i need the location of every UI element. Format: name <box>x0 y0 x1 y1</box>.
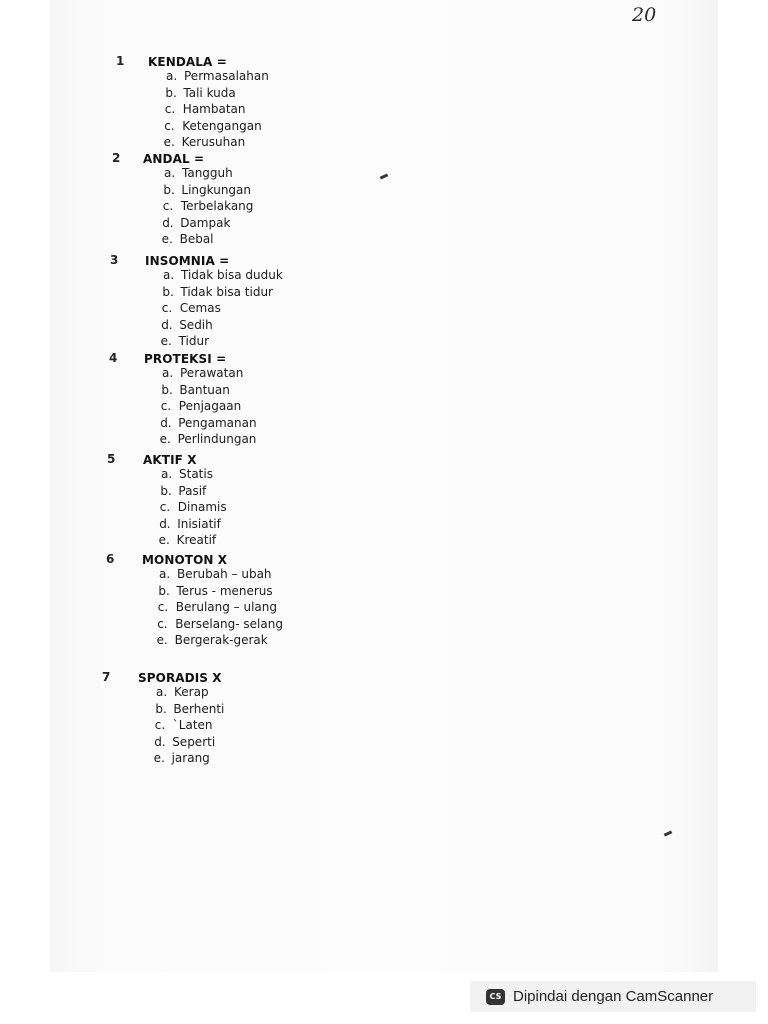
camscanner-badge <box>470 981 756 1012</box>
answer-option <box>160 500 227 514</box>
option-letter: a. <box>156 685 168 699</box>
answer-option <box>163 183 251 197</box>
option-text: Bergerak-gerak <box>174 633 268 648</box>
option-letter: b. <box>155 701 167 716</box>
option-letter: a. <box>161 467 173 481</box>
option-letter: e. <box>159 432 171 447</box>
answer-option <box>160 484 206 498</box>
option-text: Dampak <box>180 215 231 230</box>
option-letter: c. <box>159 500 171 515</box>
question-word: KENDALA = <box>148 55 227 69</box>
question-number: 5 <box>107 452 116 466</box>
option-text: Berulang – ulang <box>175 600 278 615</box>
option-letter: d. <box>161 317 173 332</box>
option-text: Tidur <box>178 334 210 349</box>
option-letter: a. <box>164 166 176 180</box>
option-text: Penjagaan <box>178 399 242 414</box>
option-letter: e. <box>153 751 165 766</box>
option-letter: c. <box>157 616 168 631</box>
option-text: Kerap <box>174 685 209 699</box>
answer-option <box>159 567 272 581</box>
option-letter: c. <box>164 102 176 117</box>
option-letter: e. <box>156 633 168 648</box>
option-text: Statis <box>179 467 213 481</box>
answer-option <box>162 301 221 315</box>
answer-option <box>154 751 210 765</box>
option-text: Bantuan <box>179 382 230 397</box>
answer-option <box>157 617 283 631</box>
option-text: Berselang- selang <box>175 616 283 631</box>
option-text: Sedih <box>179 317 213 332</box>
answer-option <box>157 633 268 647</box>
option-text: Ketengangan <box>182 118 262 133</box>
answer-option <box>161 399 241 413</box>
answer-option <box>166 69 269 83</box>
option-text: Kreatif <box>176 533 217 548</box>
option-letter: c. <box>164 118 175 133</box>
option-letter: c. <box>161 301 173 316</box>
answer-option <box>154 735 215 749</box>
option-text: Tangguh <box>182 166 233 180</box>
option-text: Inisiatif <box>177 516 221 531</box>
option-text: Tidak bisa duduk <box>181 268 283 282</box>
question-number: 2 <box>112 151 121 165</box>
answer-option <box>159 517 221 531</box>
answer-option <box>161 383 229 397</box>
question-number: 6 <box>106 552 115 566</box>
option-letter: a. <box>166 69 178 83</box>
option-letter: e. <box>160 334 172 349</box>
option-text: `Laten <box>172 718 213 733</box>
option-text: Terus - menerus <box>176 583 273 598</box>
option-text: Berubah – ubah <box>177 567 272 581</box>
option-letter: d. <box>160 415 172 430</box>
option-letter: a. <box>163 268 175 282</box>
answer-option <box>158 600 277 614</box>
answer-option <box>162 216 230 230</box>
camscanner-icon: CS <box>486 989 505 1005</box>
answer-option <box>164 135 246 149</box>
camscanner-text: Dipindai dengan CamScanner <box>513 988 714 1005</box>
answer-option <box>155 718 213 732</box>
answer-option <box>160 416 256 430</box>
option-letter: b. <box>162 284 174 299</box>
option-text: Seperti <box>172 734 216 749</box>
question-word: ANDAL = <box>143 152 205 166</box>
answer-option <box>159 533 217 547</box>
answer-option <box>162 366 243 380</box>
option-text: Cemas <box>179 301 221 316</box>
question-word: AKTIF X <box>143 453 197 467</box>
answer-option <box>165 86 235 100</box>
answer-option <box>161 318 213 332</box>
answer-option <box>164 119 262 133</box>
answer-option <box>155 702 224 716</box>
question-number: 3 <box>110 253 119 267</box>
answer-option <box>164 166 233 180</box>
option-text: Perlindungan <box>177 432 257 447</box>
option-text: Hambatan <box>182 102 246 117</box>
option-letter: d. <box>162 215 174 230</box>
option-letter: e. <box>158 533 170 548</box>
option-text: Perawatan <box>180 366 244 380</box>
option-letter: d. <box>159 516 171 531</box>
option-letter: b. <box>165 85 177 100</box>
answer-option <box>162 285 273 299</box>
option-letter: a. <box>162 366 174 380</box>
option-letter: b. <box>160 483 172 498</box>
option-text: Lingkungan <box>181 182 251 197</box>
answer-option <box>163 268 283 282</box>
answer-option <box>165 102 246 116</box>
option-letter: a. <box>159 567 171 581</box>
question-word: INSOMNIA = <box>145 254 230 268</box>
question-number: 7 <box>102 670 111 684</box>
option-letter: b. <box>163 182 175 197</box>
option-letter: e. <box>161 232 173 247</box>
option-letter: e. <box>163 135 175 150</box>
option-text: Pasif <box>178 483 207 498</box>
option-text: Tali kuda <box>183 85 236 100</box>
answer-option <box>161 334 209 348</box>
question-number: 4 <box>109 351 118 365</box>
option-letter: c. <box>162 199 174 214</box>
option-letter: b. <box>158 583 170 598</box>
option-text: Bebal <box>179 232 214 247</box>
question-word: MONOTON X <box>142 553 228 567</box>
question-word: PROTEKSI = <box>144 352 227 366</box>
question-number: 1 <box>116 54 125 68</box>
option-letter: d. <box>154 734 166 749</box>
option-text: jarang <box>171 751 210 766</box>
option-letter: c. <box>157 600 169 615</box>
option-text: Terbelakang <box>180 199 254 214</box>
option-text: Permasalahan <box>184 69 269 83</box>
answer-option <box>158 584 272 598</box>
option-text: Berhenti <box>173 701 225 716</box>
option-text: Pengamanan <box>178 415 257 430</box>
answer-option <box>162 232 214 246</box>
option-text: Kerusuhan <box>181 135 246 150</box>
handwritten-page-number: 20 <box>632 4 657 26</box>
option-letter: b. <box>161 382 173 397</box>
answer-option <box>161 467 213 481</box>
answer-option <box>160 432 257 446</box>
option-text: Dinamis <box>177 500 227 515</box>
answer-option <box>163 199 254 213</box>
question-word: SPORADIS X <box>138 671 222 685</box>
answer-option <box>156 685 209 699</box>
option-letter: c. <box>160 399 172 414</box>
option-text: Tidak bisa tidur <box>180 284 273 299</box>
option-letter: c. <box>154 718 166 733</box>
